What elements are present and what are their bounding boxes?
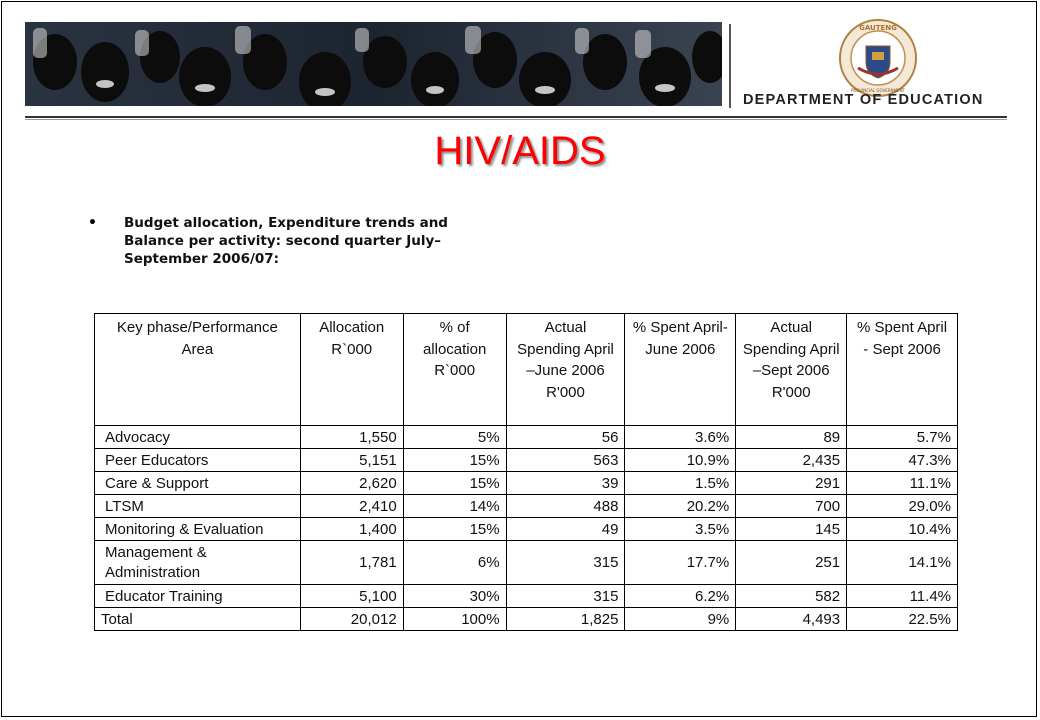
table-cell: 89 [736, 426, 847, 449]
gauteng-crest-logo [836, 18, 920, 98]
table-cell: 4,493 [736, 608, 847, 631]
table-cell: 56 [506, 426, 625, 449]
table-cell: 1,400 [300, 518, 403, 541]
table-cell: 1,781 [300, 541, 403, 585]
header-cell: % Spent April-June 2006 [625, 314, 736, 426]
table-cell: 49 [506, 518, 625, 541]
table-cell: 20.2% [625, 495, 736, 518]
table-cell: 6.2% [625, 585, 736, 608]
header-divider-vertical [729, 24, 731, 108]
table-cell: 15% [403, 449, 506, 472]
table-header-row [95, 314, 958, 426]
table-cell: 2,410 [300, 495, 403, 518]
header-cell: Key phase/Performance Area [95, 314, 301, 426]
table-row [95, 495, 958, 518]
header-rule-thin [25, 119, 1007, 120]
table-total-row [95, 608, 958, 631]
table-cell: Care & Support [95, 472, 301, 495]
table-cell: 2,435 [736, 449, 847, 472]
table-cell: 582 [736, 585, 847, 608]
table-cell: 10.9% [625, 449, 736, 472]
table-cell: 5% [403, 426, 506, 449]
table-row [95, 449, 958, 472]
header-cell: Actual Spending April –Sept 2006 R'000 [736, 314, 847, 426]
table-cell: 700 [736, 495, 847, 518]
table-row [95, 472, 958, 495]
table-cell: 17.7% [625, 541, 736, 585]
department-name: DEPARTMENT OF EDUCATION [743, 92, 984, 108]
table-cell: 488 [506, 495, 625, 518]
table-cell: 1.5% [625, 472, 736, 495]
header-cell: Actual Spending April –June 2006 R'000 [506, 314, 625, 426]
table-cell: 15% [403, 518, 506, 541]
children-photo-banner [25, 22, 722, 106]
table-cell: 251 [736, 541, 847, 585]
table-cell: Management & Administration [95, 541, 301, 585]
table-cell: Monitoring & Evaluation [95, 518, 301, 541]
table-cell: 47.3% [847, 449, 958, 472]
table-cell: 6% [403, 541, 506, 585]
table-cell: 15% [403, 472, 506, 495]
table-cell: 100% [403, 608, 506, 631]
table-cell: 14% [403, 495, 506, 518]
table-cell: 29.0% [847, 495, 958, 518]
table-cell: 5.7% [847, 426, 958, 449]
header-cell: % Spent April - Sept 2006 [847, 314, 958, 426]
table-cell: Advocacy [95, 426, 301, 449]
table-cell: 5,100 [300, 585, 403, 608]
table-cell: 22.5% [847, 608, 958, 631]
table-row [95, 585, 958, 608]
table-cell: 1,825 [506, 608, 625, 631]
table-row [95, 541, 958, 585]
table-cell: 563 [506, 449, 625, 472]
header-cell: % of allocation R`000 [403, 314, 506, 426]
intro-text: Budget allocation, Expenditure trends and Balance per activity: second quarter July– September 2006/07: [124, 215, 448, 267]
bullet-marker: • [88, 215, 97, 231]
table-cell: 2,620 [300, 472, 403, 495]
table-cell: 11.4% [847, 585, 958, 608]
table-cell: 3.5% [625, 518, 736, 541]
table-cell: 20,012 [300, 608, 403, 631]
crest-text: GAUTENG [859, 24, 897, 32]
table-cell: 315 [506, 585, 625, 608]
table-cell: 3.6% [625, 426, 736, 449]
table-cell: 291 [736, 472, 847, 495]
table-cell: 315 [506, 541, 625, 585]
table-cell: 5,151 [300, 449, 403, 472]
table-cell: Peer Educators [95, 449, 301, 472]
crest-subtext: PROVINCIAL GOVERNMENT [850, 88, 906, 93]
table-cell: 30% [403, 585, 506, 608]
table-cell: 1,550 [300, 426, 403, 449]
table-cell: 39 [506, 472, 625, 495]
header-cell: Allocation R`000 [300, 314, 403, 426]
table-cell: Total [95, 608, 301, 631]
table-cell: 14.1% [847, 541, 958, 585]
table-cell: 9% [625, 608, 736, 631]
table-cell: 10.4% [847, 518, 958, 541]
budget-table [94, 313, 958, 631]
table-row [95, 518, 958, 541]
table-cell: Educator Training [95, 585, 301, 608]
table-cell: 11.1% [847, 472, 958, 495]
table-cell: LTSM [95, 495, 301, 518]
table-cell: 145 [736, 518, 847, 541]
page-title: HIV/AIDS [434, 129, 606, 173]
table-row [95, 426, 958, 449]
header-rule [25, 116, 1007, 118]
